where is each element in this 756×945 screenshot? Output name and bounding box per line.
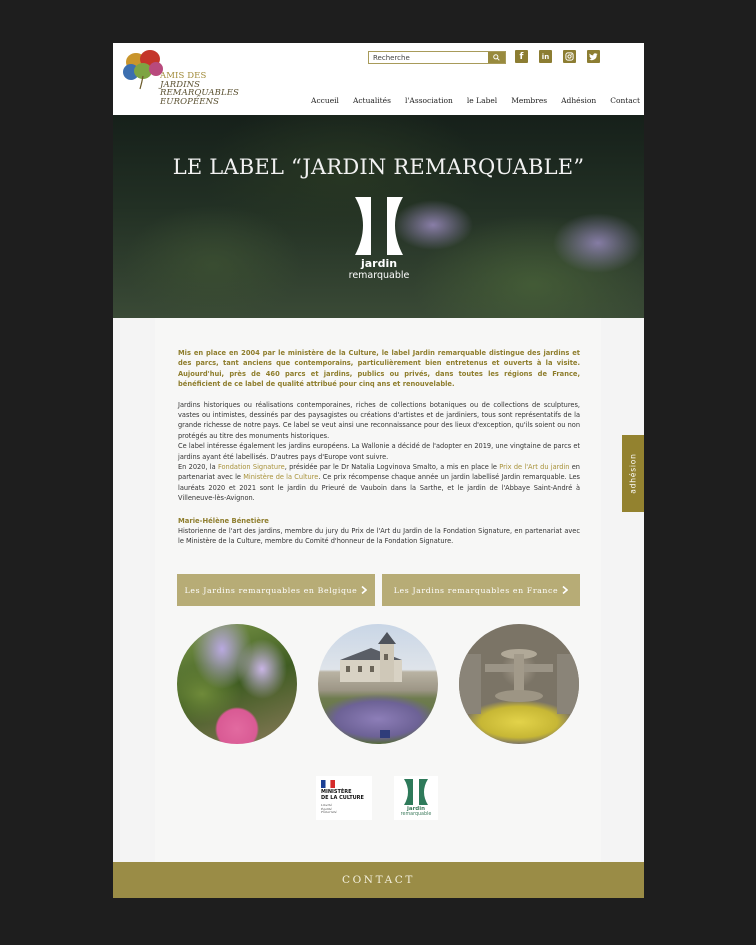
- twitter-icon[interactable]: [587, 50, 600, 63]
- lead-paragraph: Mis en place en 2004 par le ministère de la Culture, le label Jardin remarquable distingue des jardins et des parcs, tant anciens que contemporains, particulièrement bien entretenus et ouverts à la visite. Aujourd'hui, près de 460 parcs et jardins, publics ou privés, dans toutes les régions de France, bénéficient de ce label de qualité attribué pour cinq ans et renouvelable.: [178, 349, 580, 389]
- fountain-illustration: [459, 624, 579, 744]
- main-nav: [311, 96, 640, 105]
- linkedin-icon[interactable]: in: [539, 50, 552, 63]
- author-description: Historienne de l'art des jardins, membre du jury du Prix de l'Art du Jardin de la Fondation Signature, en partenariat avec le Ministère de la Culture, membre du Comité d'honneur de la Fondation Signature.: [178, 526, 580, 546]
- facebook-icon[interactable]: f: [515, 50, 528, 63]
- logo-line-3: REMARQUABLES: [160, 88, 239, 98]
- partner-label-line-1: jardin: [406, 806, 426, 812]
- p3-text-a: En 2020, la: [178, 463, 218, 472]
- search-input[interactable]: [369, 52, 487, 63]
- ministere-line-1: MINISTÈRE: [321, 789, 352, 795]
- nav-adhesion[interactable]: Adhésion: [561, 96, 597, 105]
- link-prix-art-du-jardin[interactable]: Prix de l'Art du jardin: [499, 463, 570, 472]
- article: [178, 348, 580, 547]
- garden-photo-wisteria: [177, 624, 297, 744]
- label-logo-small-icon: [394, 776, 438, 806]
- author-name: Marie-Hélène Bénetière: [178, 516, 269, 525]
- ministere-motto: [321, 804, 337, 815]
- header: [113, 43, 644, 115]
- chateau-illustration: [318, 624, 438, 744]
- ministere-motto-3: Fraternité: [321, 810, 337, 814]
- footer-contact-bar[interactable]: [113, 862, 644, 898]
- chevron-right-icon: [361, 586, 367, 594]
- partner-label-line-2: remarquable: [400, 812, 432, 817]
- ministere-name: [321, 790, 364, 802]
- nav-accueil[interactable]: Accueil: [311, 96, 339, 105]
- ministere-culture-logo[interactable]: [316, 776, 372, 820]
- nav-association[interactable]: l'Association: [404, 96, 453, 105]
- search-icon: [493, 54, 500, 61]
- logo-text: [160, 72, 239, 106]
- hero-banner: [113, 115, 644, 318]
- p3-text-c: en partenariat avec le: [178, 463, 580, 482]
- adhesion-side-tab[interactable]: [622, 435, 644, 512]
- garden-photo-fountain: [459, 624, 579, 744]
- nav-le-label[interactable]: le Label: [466, 96, 498, 105]
- nav-membres[interactable]: Membres: [511, 96, 548, 105]
- page: [113, 43, 644, 898]
- search-button[interactable]: [488, 52, 505, 63]
- france-button-label: Les Jardins remarquables en France: [393, 585, 559, 595]
- p3-text-d: . Ce prix récompense chaque année un jardin labellisé Jardin remarquable. Les lauréats 2020 et 2021 sont le jardin du Prieuré de Vauboin dans la Sarthe, et le jardin de l'Abbaye Saint-André à Villeneuve-lès-Avignon.: [178, 473, 580, 503]
- label-logo-icon: [341, 195, 417, 257]
- nav-contact[interactable]: Contact: [610, 96, 640, 105]
- belgique-gardens-button[interactable]: [177, 574, 375, 606]
- side-tab-label: adhésion: [628, 453, 638, 494]
- p1-text: Jardins historiques ou réalisations contemporaines, riches de collections botaniques ou de collections de sculptures, vastes ou intimistes, dessinés par des paysagistes ou créations d'artistes et de jardiniers, tous sont représentatifs de la grande richesse de notre pays. Ce label se veut ainsi une reconnaissance pour des lieux d'exception, qu'ils soient ou non protégés au titre des monuments historiques.: [178, 400, 580, 440]
- belgique-button-label: Les Jardins remarquables en Belgique: [184, 585, 358, 595]
- garden-photo-chateau: [318, 624, 438, 744]
- logo-line-4: EUROPÉENS: [160, 96, 220, 107]
- jardin-remarquable-logo: [341, 195, 417, 285]
- logo-line-2: JARDINS: [160, 79, 201, 90]
- hero-title: LE LABEL “JARDIN REMARQUABLE”: [172, 155, 585, 179]
- ministere-motto-1: Liberté: [321, 803, 333, 807]
- hero-logo-line-1: jardin: [360, 257, 398, 270]
- link-fondation-signature[interactable]: Fondation Signature: [217, 463, 285, 472]
- jardin-remarquable-partner-logo[interactable]: [394, 776, 438, 820]
- hero-logo-line-2: remarquable: [348, 270, 410, 281]
- logo-line-1: AMIS DES: [160, 71, 207, 81]
- instagram-icon[interactable]: [563, 50, 576, 63]
- p2-text: Ce label intéresse également les jardins européens. La Wallonie a décidé de l'adopter en 2019, une vingtaine de parcs et jardins ayant été labellisés. D'autres pays d'Europe vont suivre.: [178, 442, 580, 461]
- body-paragraph-1: [178, 400, 580, 504]
- social-links: [515, 50, 600, 63]
- search-box: [368, 51, 506, 64]
- ministere-line-2: DE LA CULTURE: [321, 794, 364, 801]
- france-gardens-button[interactable]: [382, 574, 580, 606]
- site-logo[interactable]: [123, 48, 248, 110]
- french-flag-icon: [321, 780, 335, 788]
- p3-text-b: , présidée par le Dr Natalia Logvinova Smalto, a mis en place le: [284, 463, 500, 472]
- footer-contact-label: CONTACT: [341, 874, 416, 886]
- chevron-right-icon: [562, 586, 568, 594]
- link-ministere-culture[interactable]: Ministère de la Culture: [243, 473, 319, 482]
- ministere-motto-2: Égalité: [321, 806, 332, 811]
- nav-actualites[interactable]: Actualités: [352, 96, 391, 105]
